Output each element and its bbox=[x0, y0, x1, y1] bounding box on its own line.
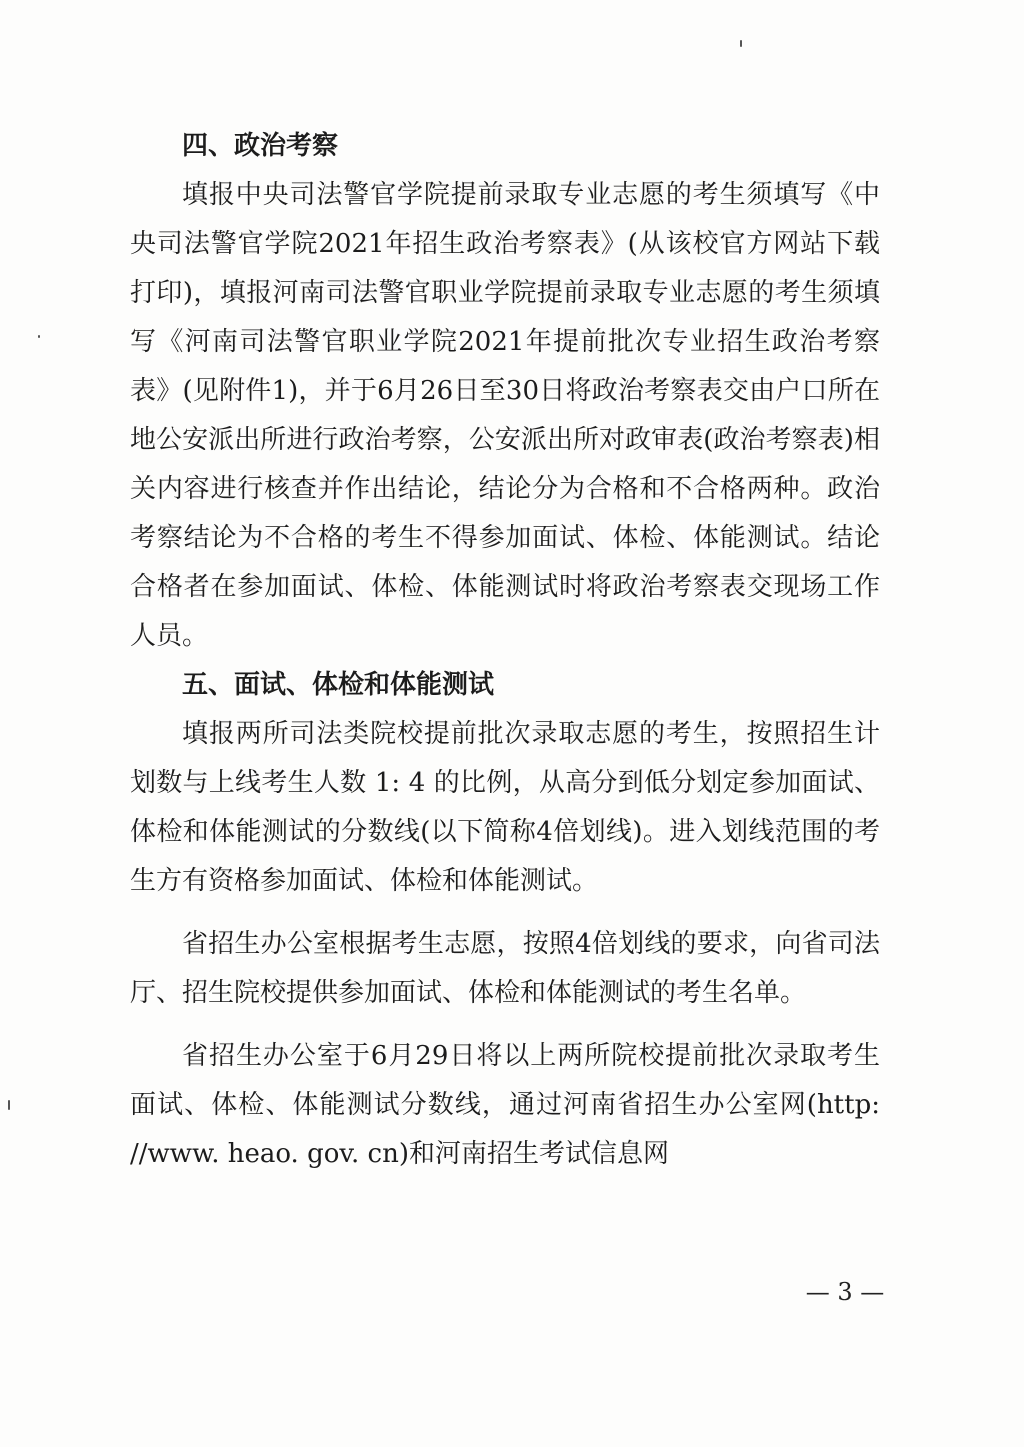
page-number: — 3 — bbox=[805, 1278, 885, 1306]
paragraph-publication: 省招生办公室于6月29日将以上两所院校提前批次录取考生面试、体检、体能测试分数线，通过河南省招生办公室网(http: //www. heao. gov. cn)和河南招生考试信息网 bbox=[130, 1041, 880, 1169]
scan-speck bbox=[8, 1100, 10, 1110]
document-body bbox=[130, 122, 880, 1179]
section-heading-political-review: 四、政治考察 bbox=[182, 131, 339, 161]
paragraph-score-line: 填报两所司法类院校提前批次录取志愿的考生，按照招生计划数与上线考生人数 1: 4 的比例，从高分到低分划定参加面试、体检和体能测试的分数线(以下简称4倍划线)。进入划线范围的考生方有资格参加面试、体检和体能测试。 bbox=[130, 719, 880, 896]
section-heading-interview-exam: 五、面试、体检和体能测试 bbox=[182, 670, 495, 700]
paragraph-political-review: 填报中央司法警官学院提前录取专业志愿的考生须填写《中央司法警官学院2021年招生政治考察表》(从该校官方网站下载打印)，填报河南司法警官职业学院提前录取专业志愿的考生须填写《河南司法警官职业学院2021年提前批次专业招生政治考察表》(见附件1)，并于6月26日至30日将政治考察表交由户口所在地公安派出所进行政治考察，公安派出所对政审表(政治考察表)相关内容进行核查并作出结论，结论分为合格和不合格两种。政治考察结论为不合格的考生不得参加面试、体检、体能测试。结论合格者在参加面试、体检、体能测试时将政治考察表交现场工作人员。 bbox=[130, 180, 880, 651]
scan-speck bbox=[38, 335, 40, 338]
scan-speck bbox=[740, 40, 742, 47]
paragraph-candidate-list: 省招生办公室根据考生志愿，按照4倍划线的要求，向省司法厅、招生院校提供参加面试、体检和体能测试的考生名单。 bbox=[130, 929, 880, 1008]
